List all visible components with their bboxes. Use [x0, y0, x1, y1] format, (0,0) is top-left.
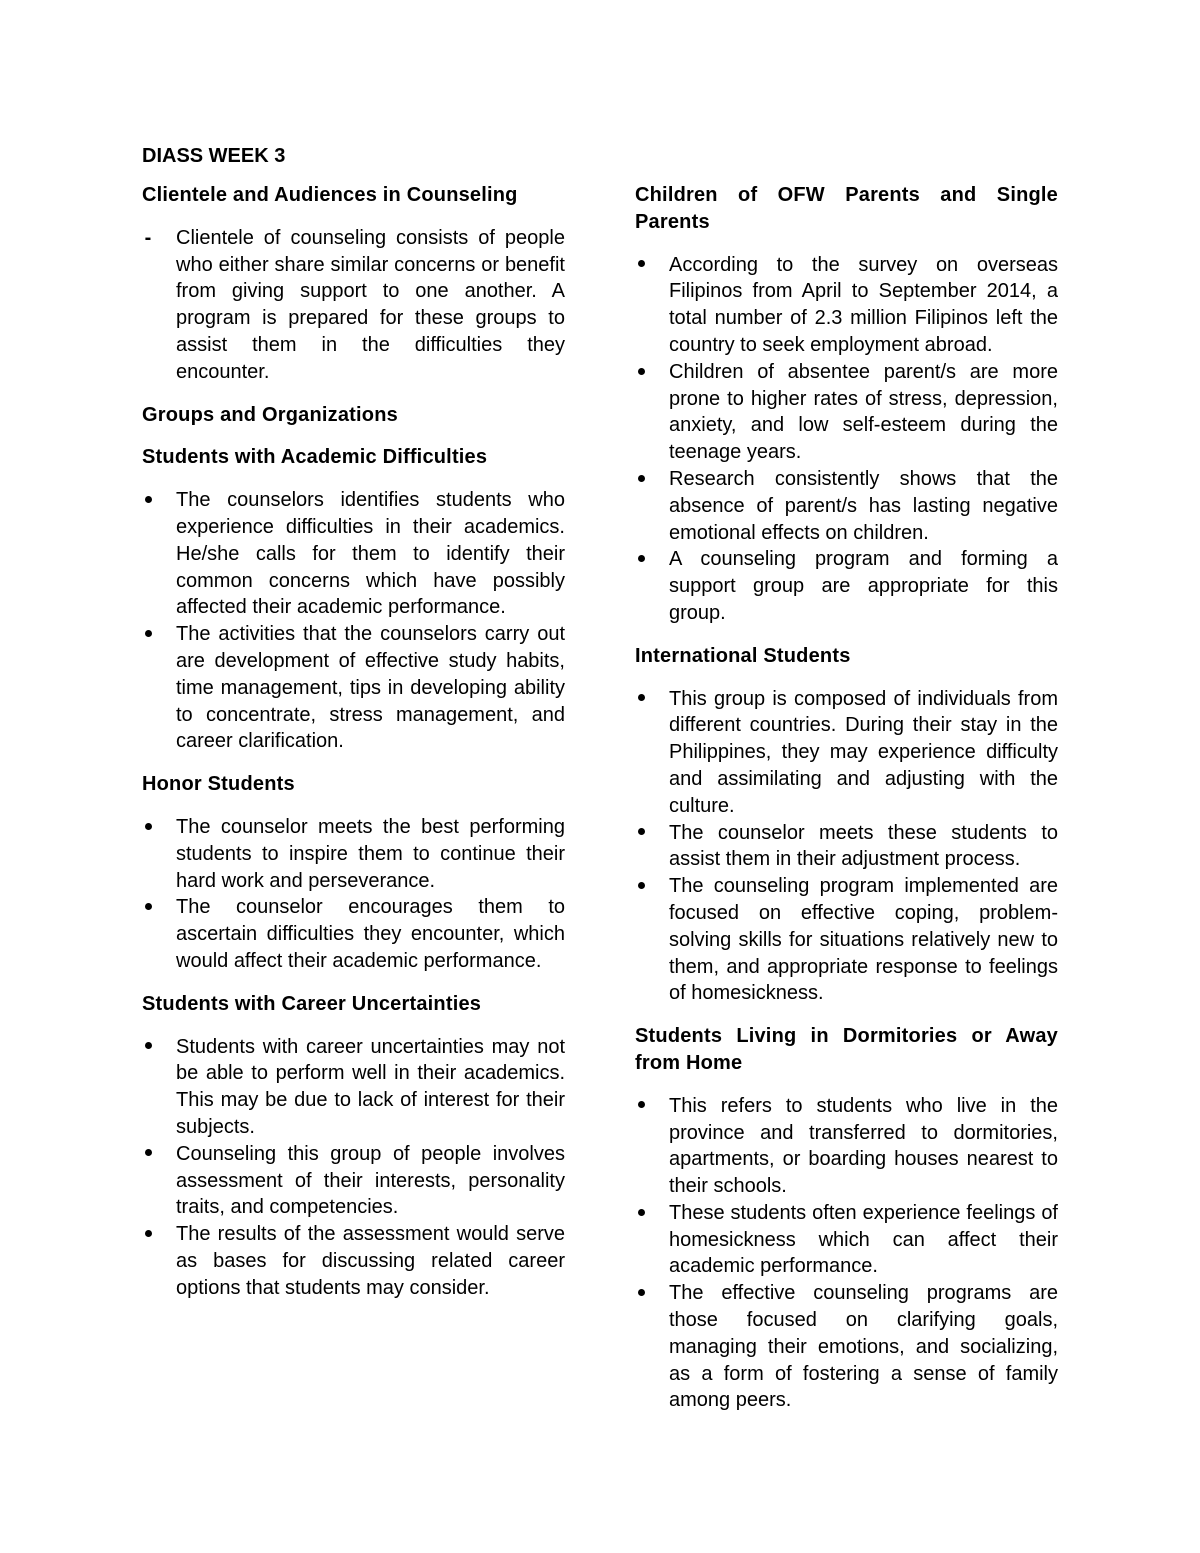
bullet-icon	[635, 546, 647, 573]
bullet-icon	[142, 894, 154, 921]
list-item-text: The effective counseling programs are those focused on clarifying goals, managing their emotions, and socializing, as a form of fostering a sense of family among peers.	[669, 1282, 1058, 1412]
groups-heading: Groups and Organizations	[142, 403, 398, 426]
clientele-list	[142, 225, 565, 386]
clientele-heading: Clientele and Audiences in Counseling	[142, 184, 518, 206]
list-item	[635, 686, 1058, 820]
bullet-icon	[635, 1280, 647, 1307]
list-item	[142, 1034, 565, 1141]
list-item-text: Research consistently shows that the absence of parent/s has lasting negative emotional effects on children.	[669, 467, 1058, 544]
dash-bullet-icon: -	[144, 226, 152, 249]
list-item	[635, 873, 1058, 1007]
bullet-icon	[142, 487, 154, 514]
list-item-text: The counselors identifies students who experience difficulties in their academics. He/she calls for them to identify their common concerns which have possibly affected their academic performance.	[176, 489, 565, 619]
list-item-text: The counselor meets the best performing students to inspire them to continue their hard work and perseverance.	[176, 815, 565, 892]
career-list	[142, 1034, 565, 1302]
list-item-text: Students with career uncertainties may not be able to perform well in their academics. This may be due to lack of interest for their subjects.	[176, 1035, 565, 1138]
list-item	[635, 546, 1058, 626]
left-column	[142, 182, 565, 1317]
list-item-text: This group is composed of individuals from different countries. During their stay in the Philippines, they may experience difficulty and assimilating and adjusting with the culture.	[669, 687, 1058, 817]
list-item	[142, 225, 565, 386]
list-item	[142, 814, 565, 894]
bullet-icon	[635, 873, 647, 900]
list-item	[635, 1200, 1058, 1280]
dorm-heading-line1: Students Living in Dormitories or Away	[635, 1025, 1058, 1048]
list-item-text: The counselor encourages them to ascertain difficulties they encounter, which would affect their academic performance.	[176, 896, 565, 972]
list-item-text: A counseling program and forming a support group are appropriate for this group.	[669, 548, 1058, 624]
bullet-icon	[635, 1200, 647, 1227]
list-item-text: The counseling program implemented are focused on effective coping, problem-solving skills for situations relatively new to them, and appropriate response to feelings of homesickness.	[669, 875, 1058, 1005]
list-item	[142, 487, 565, 621]
list-item	[142, 621, 565, 755]
dorm-heading	[635, 1023, 1058, 1077]
honor-heading: Honor Students	[142, 773, 295, 796]
list-item	[635, 1093, 1058, 1200]
bullet-icon	[635, 820, 647, 847]
bullet-icon	[142, 1034, 154, 1061]
list-item	[635, 359, 1058, 466]
bullet-icon	[142, 1221, 154, 1248]
list-item	[635, 252, 1058, 359]
list-item	[142, 1141, 565, 1221]
bullet-icon	[635, 466, 647, 493]
list-item	[142, 1221, 565, 1301]
honor-list	[142, 814, 565, 975]
academic-list	[142, 487, 565, 755]
international-heading: International Students	[635, 644, 851, 667]
list-item-text: These students often experience feelings of homesickness which can affect their academic performance.	[669, 1201, 1058, 1278]
ofw-list	[635, 252, 1058, 627]
list-item	[142, 894, 565, 974]
bullet-icon	[635, 686, 647, 713]
list-item	[635, 466, 1058, 546]
list-item	[635, 820, 1058, 874]
list-item-text: The results of the assessment would serve as bases for discussing related career options that students may consider.	[176, 1223, 565, 1299]
bullet-icon	[635, 252, 647, 279]
bullet-icon	[142, 814, 154, 841]
ofw-heading-line2: Parents	[635, 210, 710, 233]
list-item-text: According to the survey on overseas Filipinos from April to September 2014, a total number of 2.3 million Filipinos left the country to seek employment abroad.	[669, 253, 1058, 356]
dorm-list	[635, 1093, 1058, 1415]
bullet-icon	[635, 359, 647, 386]
list-item-text: The counselor meets these students to assist them in their adjustment process.	[669, 821, 1058, 871]
list-item-text: Children of absentee parent/s are more prone to higher rates of stress, depression, anxiety, and low self-esteem during the teenage years.	[669, 360, 1058, 464]
bullet-icon	[635, 1093, 647, 1120]
international-list	[635, 686, 1058, 1008]
list-item-text: Counseling this group of people involves assessment of their interests, personality traits, and competencies.	[176, 1142, 565, 1219]
dorm-heading-line2: from Home	[635, 1051, 743, 1074]
right-column	[635, 182, 1058, 1430]
list-item	[635, 1280, 1058, 1414]
list-item-text: The activities that the counselors carry out are development of effective study habits, time management, tips in developing ability to concentrate, stress management, and career clarification.	[176, 623, 565, 753]
bullet-icon	[142, 1141, 154, 1168]
bullet-icon	[142, 621, 154, 648]
academic-heading: Students with Academic Difficulties	[142, 446, 488, 469]
page-title: DIASS WEEK 3	[142, 145, 286, 167]
ofw-heading-line1: Children of OFW Parents and Single	[635, 184, 1058, 206]
career-heading: Students with Career Uncertainties	[142, 992, 482, 1015]
ofw-heading	[635, 182, 1058, 236]
list-item-text: This refers to students who live in the province and transferred to dormitories, apartments, or boarding houses nearest to their schools.	[669, 1094, 1058, 1198]
list-item-text: Clientele of counseling consists of people who either share similar concerns or benefit from giving support to one another. A program is prepared for these groups to assist them in the difficulties they encounter.	[176, 226, 565, 383]
